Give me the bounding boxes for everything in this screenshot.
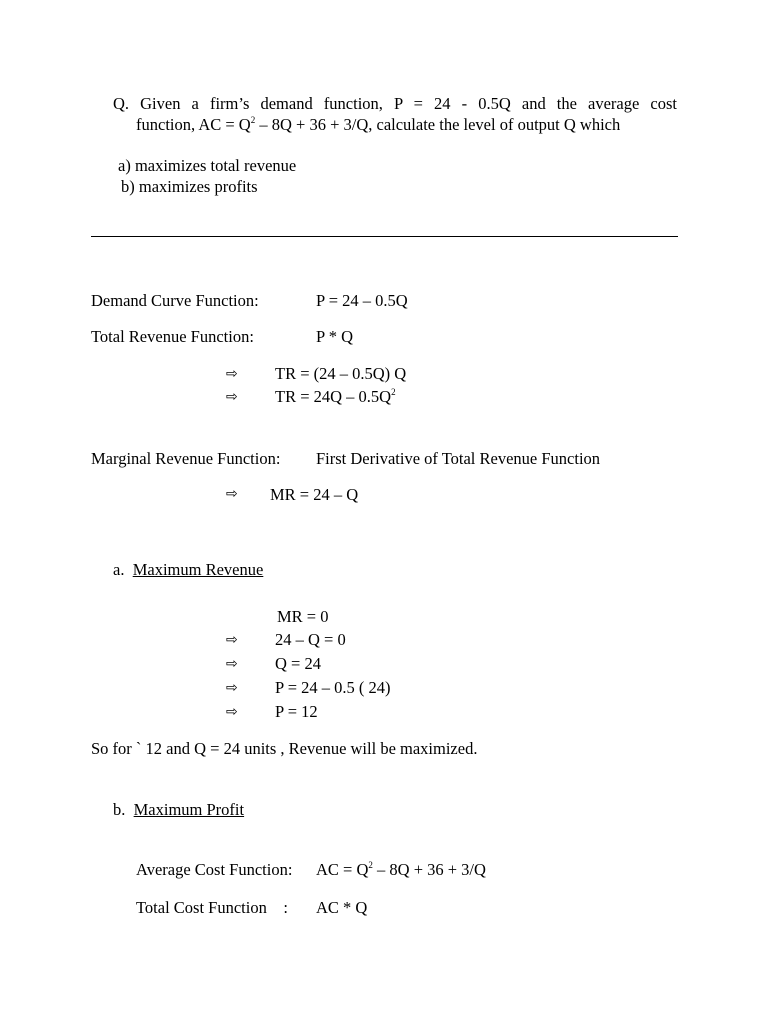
implies-arrow-icon: ⇨ [226,486,238,502]
marginal-revenue-value: First Derivative of Total Revenue Function [316,449,601,468]
tr-step-1: TR = (24 – 0.5Q) Q [275,364,407,383]
mr-equation: MR = 24 – Q [270,485,359,504]
implies-arrow-icon: ⇨ [226,389,238,405]
demand-value: P = 24 – 0.5Q [316,291,408,310]
marginal-revenue-label: Marginal Revenue Function: [91,449,281,468]
section-b-heading: b. Maximum Profit [113,800,245,819]
question-part-a: a) maximizes total revenue [118,156,297,175]
question-part-b: b) maximizes profits [121,177,258,196]
total-revenue-label: Total Revenue Function: [91,327,254,346]
section-a-step-3: P = 24 – 0.5 ( 24) [275,678,391,697]
total-cost-value: AC * Q [316,898,368,917]
section-a-step-2: Q = 24 [275,654,321,673]
average-cost-value: AC = $Q^2 - 8Q + 36 + 3/Q$ [316,860,486,879]
horizontal-divider [91,236,678,237]
section-a-conclusion: So for ` 12 and Q = 24 units , Revenue will be maximized. [91,739,478,758]
implies-arrow-icon: ⇨ [226,680,238,696]
average-cost-label: Average Cost Function: [136,860,293,879]
implies-arrow-icon: ⇨ [226,656,238,672]
implies-arrow-icon: ⇨ [226,704,238,720]
section-a-step-0: MR = 0 [277,607,329,626]
question-line-1: Q. Given a firm’s demand function, P = 24 - 0.5Q and the average cost [113,94,677,113]
total-cost-label: Total Cost Function : [136,898,288,917]
implies-arrow-icon: ⇨ [226,632,238,648]
section-a-heading: a. Maximum Revenue [113,560,264,579]
total-revenue-value: P * Q [316,327,353,346]
section-a-step-4: P = 12 [275,702,318,721]
demand-label: Demand Curve Function: [91,291,259,310]
section-a-step-1: 24 – Q = 0 [275,630,346,649]
tr-step-2: TR = $24Q - 0.5Q^2$ [275,387,396,406]
question-line-2: function, AC = $Q^2 - 8Q + 36 + 3/Q$, calculate the level of output Q which [136,115,621,134]
implies-arrow-icon: ⇨ [226,366,238,382]
